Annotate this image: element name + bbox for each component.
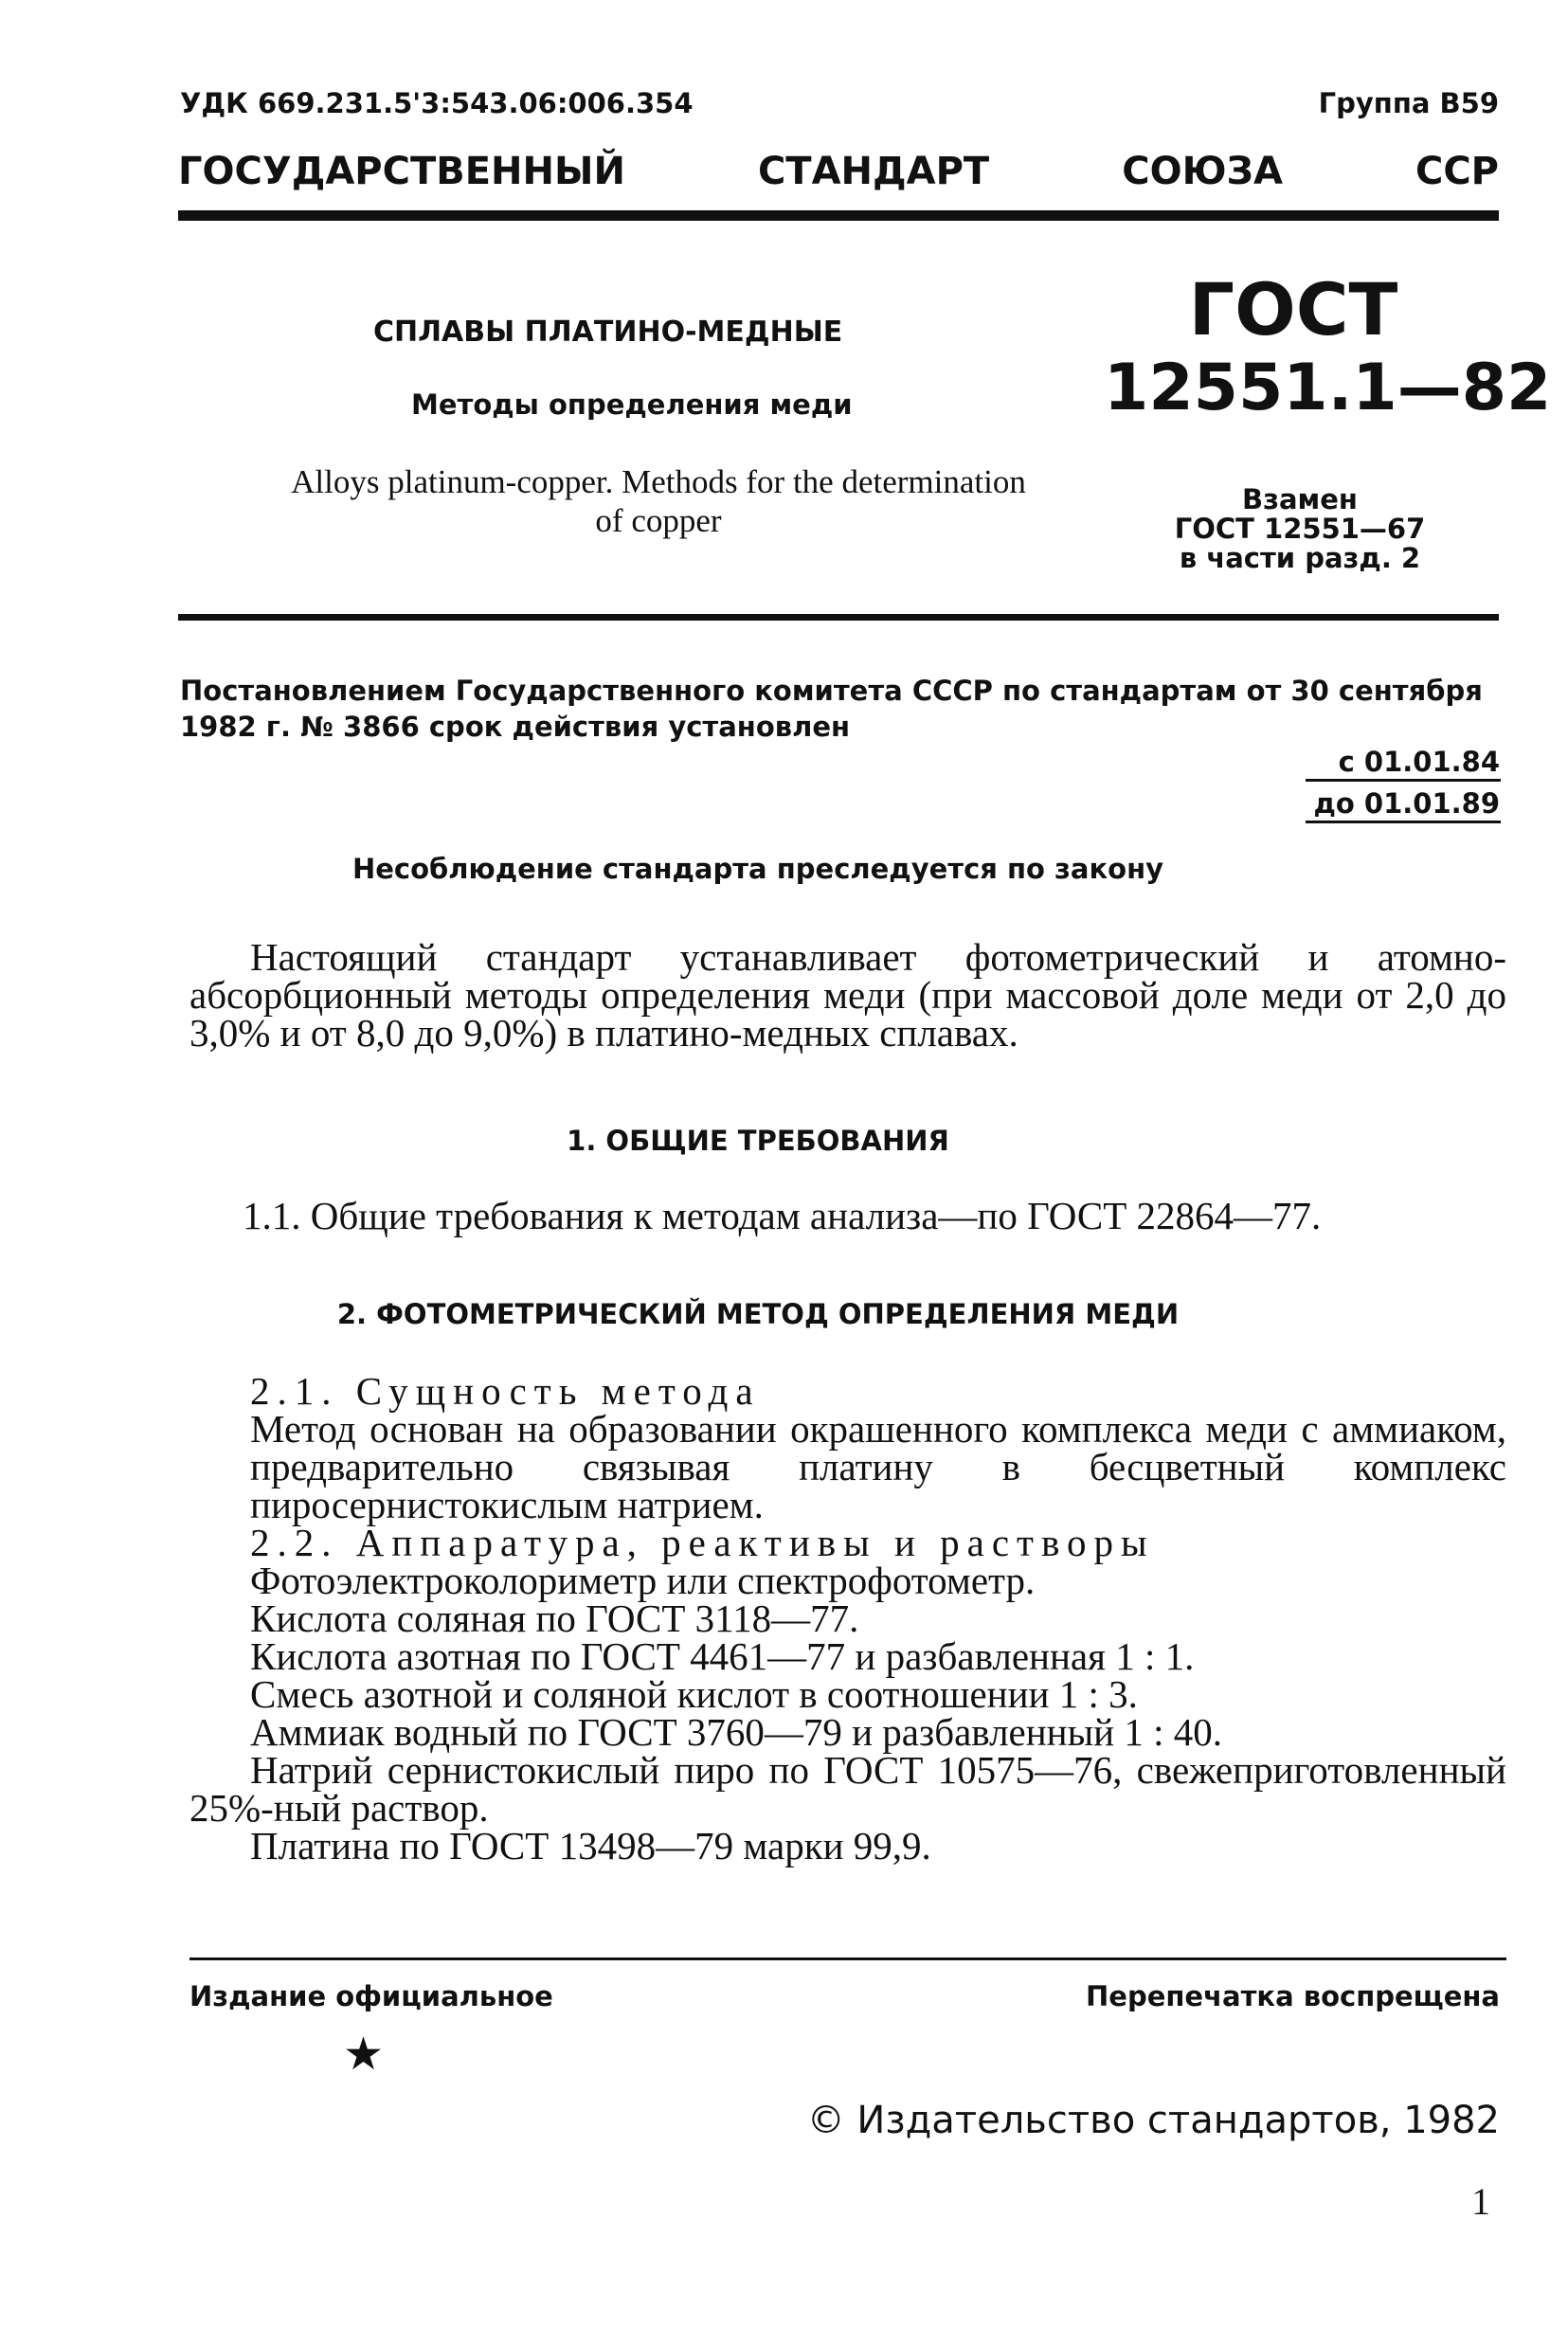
document-subtitle-ru: Методы определения меди (411, 388, 853, 421)
paragraph-2-1-heading: 2.1. Сущность метода (250, 1369, 761, 1413)
publisher-copyright: © Издательство стандартов, 1982 (806, 2099, 1500, 2142)
udk-code: УДК 669.231.5'3:543.06:006.354 (180, 87, 694, 119)
document-title-ru: СПЛАВЫ ПЛАТИНО-МЕДНЫЕ (373, 316, 843, 349)
reagent-item: Натрий сернистокислый пиро по ГОСТ 10575—76, свежеприготовленный 25%-ный раствор. (189, 1748, 1506, 1830)
paragraph-1-1: 1.1. Общие требования к методам анализа—по ГОСТ 22864—77. (243, 1194, 1322, 1237)
paragraph-2-2-heading: 2.2. Аппаратура, реактивы и растворы (250, 1521, 1155, 1564)
date-rule-1 (1306, 779, 1501, 782)
paragraph-2-1-text: Метод основан на образовании окрашенного комплекса меди с аммиаком, предварительно связывая платину в бесцветный комплекс пиросернистокислым натрием. (250, 1407, 1506, 1526)
decree-text: Постановлением Государственного комитета СССР по стандартам от 30 сентября 1982 г. № 3866 срок действия установлен (180, 675, 1483, 743)
reagent-item: Кислота соляная по ГОСТ 3118—77. (250, 1596, 859, 1640)
section-2-body (189, 1369, 1506, 1867)
section-1-heading: 1. ОБЩИЕ ТРЕБОВАНИЯ (567, 1125, 949, 1157)
gost-number: 12551.1—82 (1104, 351, 1552, 425)
document-title-en: Alloys platinum-copper. Methods for the determination of copper (291, 463, 1026, 539)
intro-paragraph: Настоящий стандарт устанавливает фотометрический и атомно-абсорбционный методы определения меди (при массовой доле меди от 2,0 до 3,0% и от 8,0 до 9,0%) в платино-медных сплавах. (189, 935, 1506, 1055)
reagent-item: Платина по ГОСТ 13498—79 марки 99,9. (250, 1824, 931, 1867)
reagent-item: Кислота азотная по ГОСТ 4461—77 и разбавленная 1 : 1. (250, 1634, 1195, 1678)
effective-to-date: до 01.01.89 (1313, 787, 1500, 820)
section-2-heading: 2. ФОТОМЕТРИЧЕСКИЙ МЕТОД ОПРЕДЕЛЕНИЯ МЕДИ (336, 1298, 1180, 1330)
page-number: 1 (1471, 2180, 1490, 2223)
group-code: Группа В59 (1318, 87, 1499, 119)
reagent-item: Фотоэлектроколориметр или спектрофотометр. (250, 1559, 1036, 1602)
header-rule-thick (178, 210, 1499, 221)
reagent-item: Аммиак водный по ГОСТ 3760—79 и разбавленный 1 : 40. (250, 1710, 1223, 1754)
state-standard-heading: ГОСУДАРСТВЕННЫЙ СТАНДАРТ СОЮЗА ССР (178, 150, 1499, 193)
official-edition-label: Издание официальное (189, 1980, 553, 2012)
replaces-note: Взамен ГОСТ 12551—67 в части разд. 2 (1174, 483, 1426, 574)
footer-rule (189, 1957, 1506, 1960)
effective-from-date: с 01.01.84 (1338, 746, 1500, 778)
date-rule-2 (1306, 821, 1501, 823)
title-rule (178, 614, 1499, 621)
reagent-item: Смесь азотной и соляной кислот в соотношении 1 : 3. (250, 1672, 1138, 1716)
reprint-prohibited-label: Перепечатка воспрещена (1086, 1980, 1500, 2012)
penalty-notice: Несоблюдение стандарта преследуется по закону (351, 853, 1164, 885)
star-icon: ★ (343, 2029, 385, 2080)
gost-label: ГОСТ (1188, 267, 1398, 352)
